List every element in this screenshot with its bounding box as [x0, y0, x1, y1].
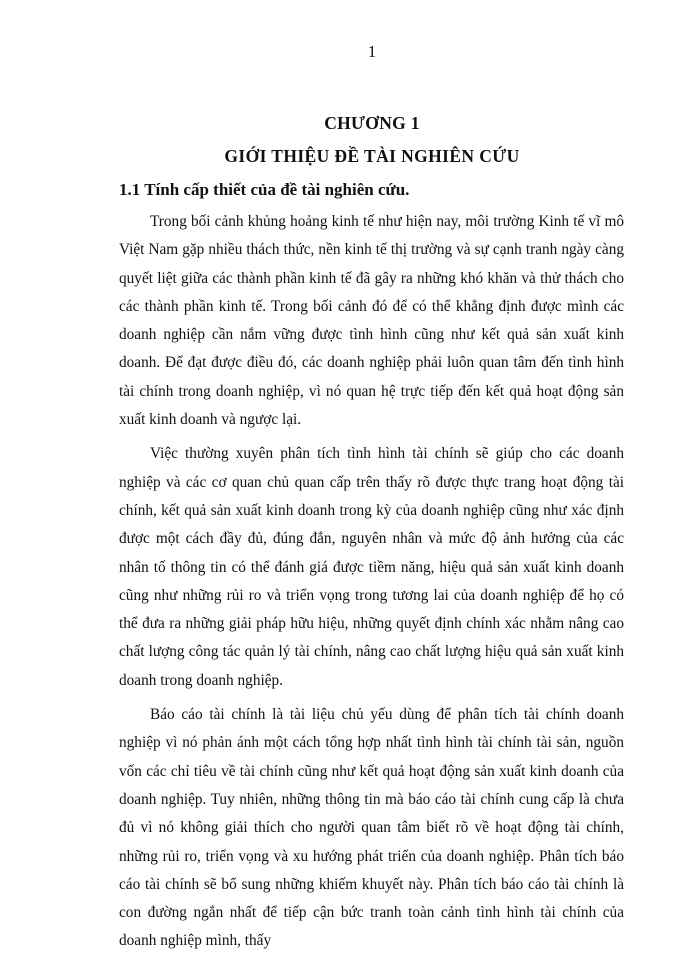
- paragraph: Báo cáo tài chính là tài liệu chủ yếu dùng để phân tích tài chính doanh nghiệp vì nó phản ánh một cách tổng hợp nhất tình hình tài chính tài sản, nguồn vốn các chỉ tiêu về tài chính cũng như kết quả hoạt động sản xuất kinh doanh của doanh nghiệp. Tuy nhiên, những thông tin mà báo cáo tài chính cung cấp là chưa đủ vì nó không giải thích cho người quan tâm biết rõ về hoạt động tài chính, những rủi ro, triển vọng và xu hướng phát triển của doanh nghiệp. Phân tích báo cáo tài chính sẽ bổ sung những khiếm khuyết này. Phân tích báo cáo tài chính là con đường ngắn nhất để tiếp cận bức tranh toàn cảnh tình hình tài chính của doanh nghiệp mình, thấy: [119, 706, 624, 950]
- paragraph: Trong bối cảnh khủng hoảng kinh tế như hiện nay, môi trường Kinh tế vĩ mô Việt Nam gặp nhiều thách thức, nền kinh tế thị trường và sự cạnh tranh ngày càng quyết liệt giữa các thành phần kinh tế đã gây ra những khó khăn và thử thách cho các thành phần kinh tế. Trong bối cảnh đó để có thể khẳng định được mình các doanh nghiệp cần nắm vững được tình hình cũng như kết quả sản xuất kinh doanh. Để đạt được điều đó, các doanh nghiệp phải luôn quan tâm đến tình hình tài chính trong doanh nghiệp, vì nó quan hệ trực tiếp đến kết quả hoạt động sản xuất kinh doanh và ngược lại.: [119, 213, 624, 429]
- section-heading: 1.1 Tính cấp thiết của đề tài nghiên cứu.: [119, 180, 410, 199]
- chapter-title: GIỚI THIỆU ĐỀ TÀI NGHIÊN CỨU: [224, 146, 520, 166]
- page-number: 1: [367, 42, 377, 61]
- body-text: [119, 208, 624, 962]
- chapter-label: CHƯƠNG 1: [324, 113, 420, 133]
- paragraph: Việc thường xuyên phân tích tình hình tài chính sẽ giúp cho các doanh nghiệp và các cơ quan chủ quan cấp trên thấy rõ được thực trang hoạt động tài chính, kết quả sản xuất kinh doanh trong kỳ của doanh nghiệp cũng như xác định được một cách đầy đủ, đúng đắn, nguyên nhân và mức độ ảnh hưởng của các nhân tố thông tin có thể đánh giá được tiềm năng, hiệu quả sản xuất kinh doanh cũng như những rủi ro và triển vọng trong tương lai của doanh nghiệp để họ có thể đưa ra những giải pháp hữu hiệu, những quyết định chính xác nhằm nâng cao chất lượng công tác quản lý tài chính, nâng cao chất lượng hiệu quả sản xuất kinh doanh trong doanh nghiệp.: [119, 445, 624, 689]
